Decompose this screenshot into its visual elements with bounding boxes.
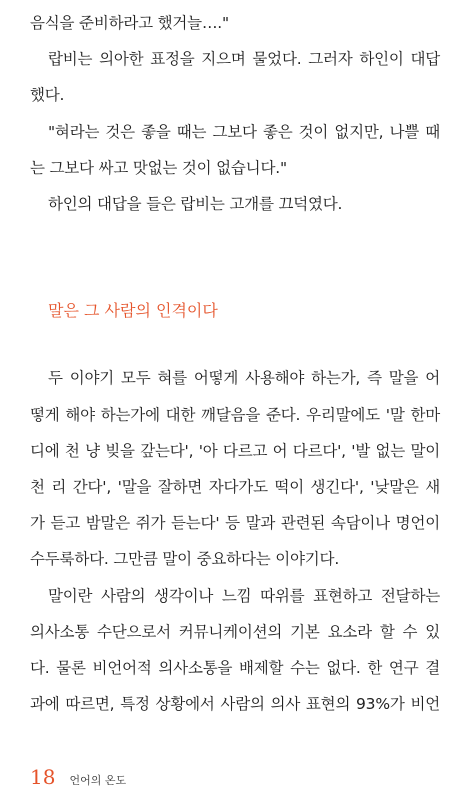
body-line: 다. 물론 비언어적 의사소통을 배제할 수는 없다. 한 연구 결 xyxy=(30,659,440,677)
running-title: 언어의 온도 xyxy=(69,774,127,787)
section-heading: 말은 그 사람의 인격이다 xyxy=(48,301,218,320)
body-line: 했다. xyxy=(30,86,65,104)
body-line: 두 이야기 모두 혀를 어떻게 사용해야 하는가, 즉 말을 어 xyxy=(48,369,440,387)
body-line: 는 그보다 싸고 맛없는 것이 없습니다." xyxy=(30,159,287,177)
body-line: 의사소통 수단으로서 커뮤니케이션의 기본 요소라 할 수 있 xyxy=(30,623,440,641)
body-line: 디에 천 냥 빚을 갚는다', '아 다르고 어 다르다', '발 없는 말이 xyxy=(30,442,440,460)
body-line: 랍비는 의아한 표정을 지으며 물었다. 그러자 하인이 대답 xyxy=(48,50,440,68)
body-line: 천 리 간다', '말을 잘하면 자다가도 떡이 생긴다', '낮말은 새 xyxy=(30,478,440,496)
body-line: 하인의 대답을 들은 랍비는 고개를 끄덕였다. xyxy=(48,195,343,213)
body-line: 과에 따르면, 특정 상황에서 사람의 의사 표현의 93%가 비언 xyxy=(30,695,440,713)
body-line: "혀라는 것은 좋을 때는 그보다 좋은 것이 없지만, 나쁠 때 xyxy=(48,123,440,141)
body-line: 수두룩하다. 그만큼 말이 중요하다는 이야기다. xyxy=(30,550,340,568)
body-line: 떻게 해야 하는가에 대한 깨달음을 준다. 우리말에도 '말 한마 xyxy=(30,406,440,424)
body-line: 가 듣고 밤말은 쥐가 듣는다' 등 말과 관련된 속담이나 명언이 xyxy=(30,514,440,532)
page-footer xyxy=(30,765,126,789)
page-number: 18 xyxy=(30,765,56,789)
body-line: 음식을 준비하라고 했거늘…." xyxy=(30,14,229,32)
body-line: 말이란 사람의 생각이나 느낌 따위를 표현하고 전달하는 xyxy=(48,587,440,605)
